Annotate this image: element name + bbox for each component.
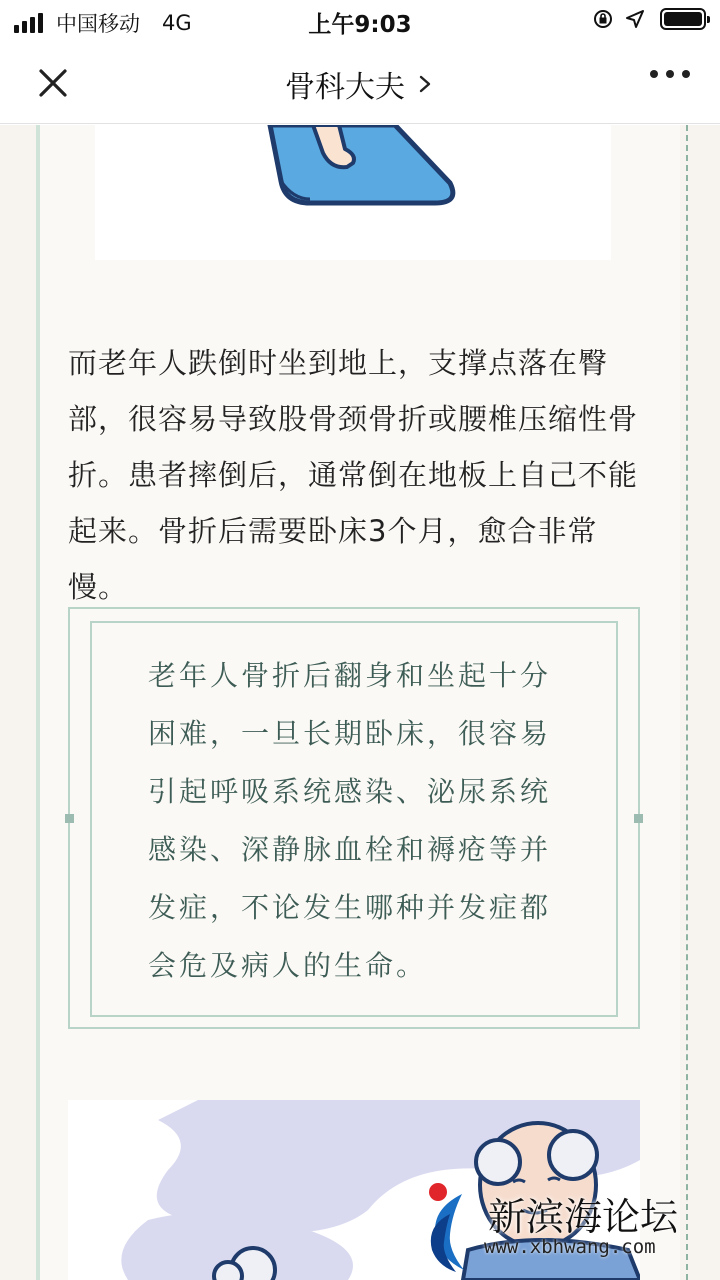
account-name[interactable]: 骨科大夫 <box>285 70 405 105</box>
rotation-lock-icon <box>592 8 614 30</box>
chevron-right-icon[interactable] <box>415 74 435 94</box>
nav-bar <box>0 40 720 124</box>
site-watermark <box>420 1180 720 1280</box>
article-paragraph: 而老年人跌倒时坐到地上，支撑点落在臀部，很容易导致股骨颈骨折或腰椎压缩性骨折。患者摔倒后，通常倒在地板上自己不能起来。骨折后需要卧床3个月，愈合非常慢。 <box>68 346 639 604</box>
nav-title-container[interactable] <box>0 62 720 106</box>
decorative-dashed-rail <box>686 125 688 1280</box>
quote-handle-left <box>65 814 74 823</box>
status-time: 上午9:03 <box>308 12 412 38</box>
battery-icon <box>660 8 706 30</box>
quote-handle-right <box>634 814 643 823</box>
status-left <box>14 8 192 38</box>
quote-inner-frame <box>90 621 618 1017</box>
watermark-logo-icon <box>420 1180 490 1280</box>
illustration-top <box>95 125 611 260</box>
more-icon[interactable] <box>642 70 690 78</box>
carrier-label: 中国移动 <box>56 12 140 36</box>
hand-illustration <box>95 125 611 260</box>
quote-box <box>68 607 640 1029</box>
watermark-url: www.xbhwang.com <box>484 1236 656 1258</box>
signal-icon <box>14 13 46 33</box>
article-body[interactable] <box>0 125 720 1280</box>
watermark-name: 新滨海论坛 <box>488 1195 679 1239</box>
status-bar <box>0 0 720 40</box>
location-icon <box>624 8 646 30</box>
quote-text: 老年人骨折后翻身和坐起十分困难，一旦长期卧床，很容易引起呼吸系统感染、泌尿系统感染、深静脉血栓和褥疮等并发症，不论发生哪种并发症都会危及病人的生命。 <box>148 659 552 982</box>
status-right <box>592 8 706 30</box>
network-label: 4G <box>162 11 192 35</box>
